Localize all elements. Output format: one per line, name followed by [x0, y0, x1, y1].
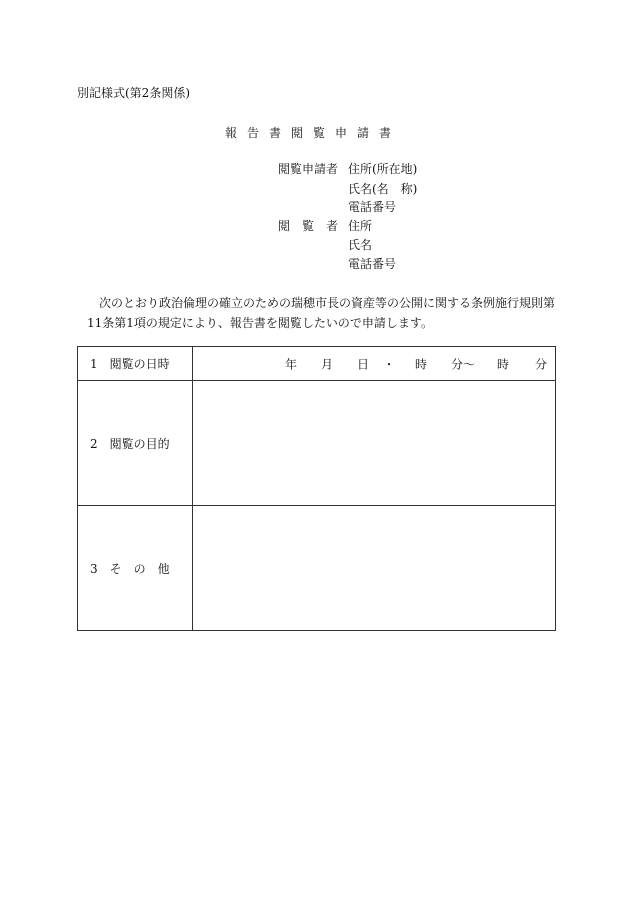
viewer-name-label: 氏名	[348, 238, 373, 252]
table-row	[78, 506, 556, 631]
document-title: 報告書閲覧申請書	[225, 126, 402, 140]
table-row	[78, 347, 556, 381]
statement-line-1: 次のとおり政治倫理の確立のための瑞穂市長の資産等の公開に関する条例施行規則第	[99, 296, 556, 310]
application-statement	[77, 293, 557, 333]
applicant-phone-label: 電話番号	[348, 200, 397, 214]
table-row	[78, 381, 556, 506]
viewer-phone-label: 電話番号	[348, 257, 397, 271]
hour-start-unit: 時	[415, 357, 428, 371]
applicant-address-label: 住所(所在地)	[348, 162, 418, 176]
hour-end-unit: 時	[497, 357, 510, 371]
datetime-input-cell[interactable]	[193, 347, 556, 381]
date-separator: ・	[383, 357, 396, 371]
month-unit: 月	[321, 357, 334, 371]
other-row-label: 3 そ の 他	[78, 506, 193, 631]
purpose-row-label: 2 閲覧の目的	[78, 381, 193, 506]
day-unit: 日	[357, 357, 370, 371]
applicant-role-label: 閲覧申請者	[278, 162, 339, 176]
year-unit: 年	[285, 357, 298, 371]
applicant-name-label: 氏名(名 称)	[348, 182, 418, 196]
viewer-address-label: 住所	[348, 219, 373, 233]
datetime-row-label: 1 閲覧の日時	[78, 347, 193, 381]
purpose-input-cell[interactable]	[193, 381, 556, 506]
form-label: 別記様式(第2条関係)	[77, 86, 190, 100]
minute-start-unit: 分～	[451, 357, 476, 371]
minute-end-unit: 分	[535, 357, 548, 371]
application-form-table	[77, 346, 556, 631]
other-input-cell[interactable]	[193, 506, 556, 631]
statement-line-2: 11条第1項の規定により、報告書を閲覧したいので申請します。	[87, 316, 433, 330]
viewer-role-label: 閲 覧 者	[278, 219, 339, 233]
